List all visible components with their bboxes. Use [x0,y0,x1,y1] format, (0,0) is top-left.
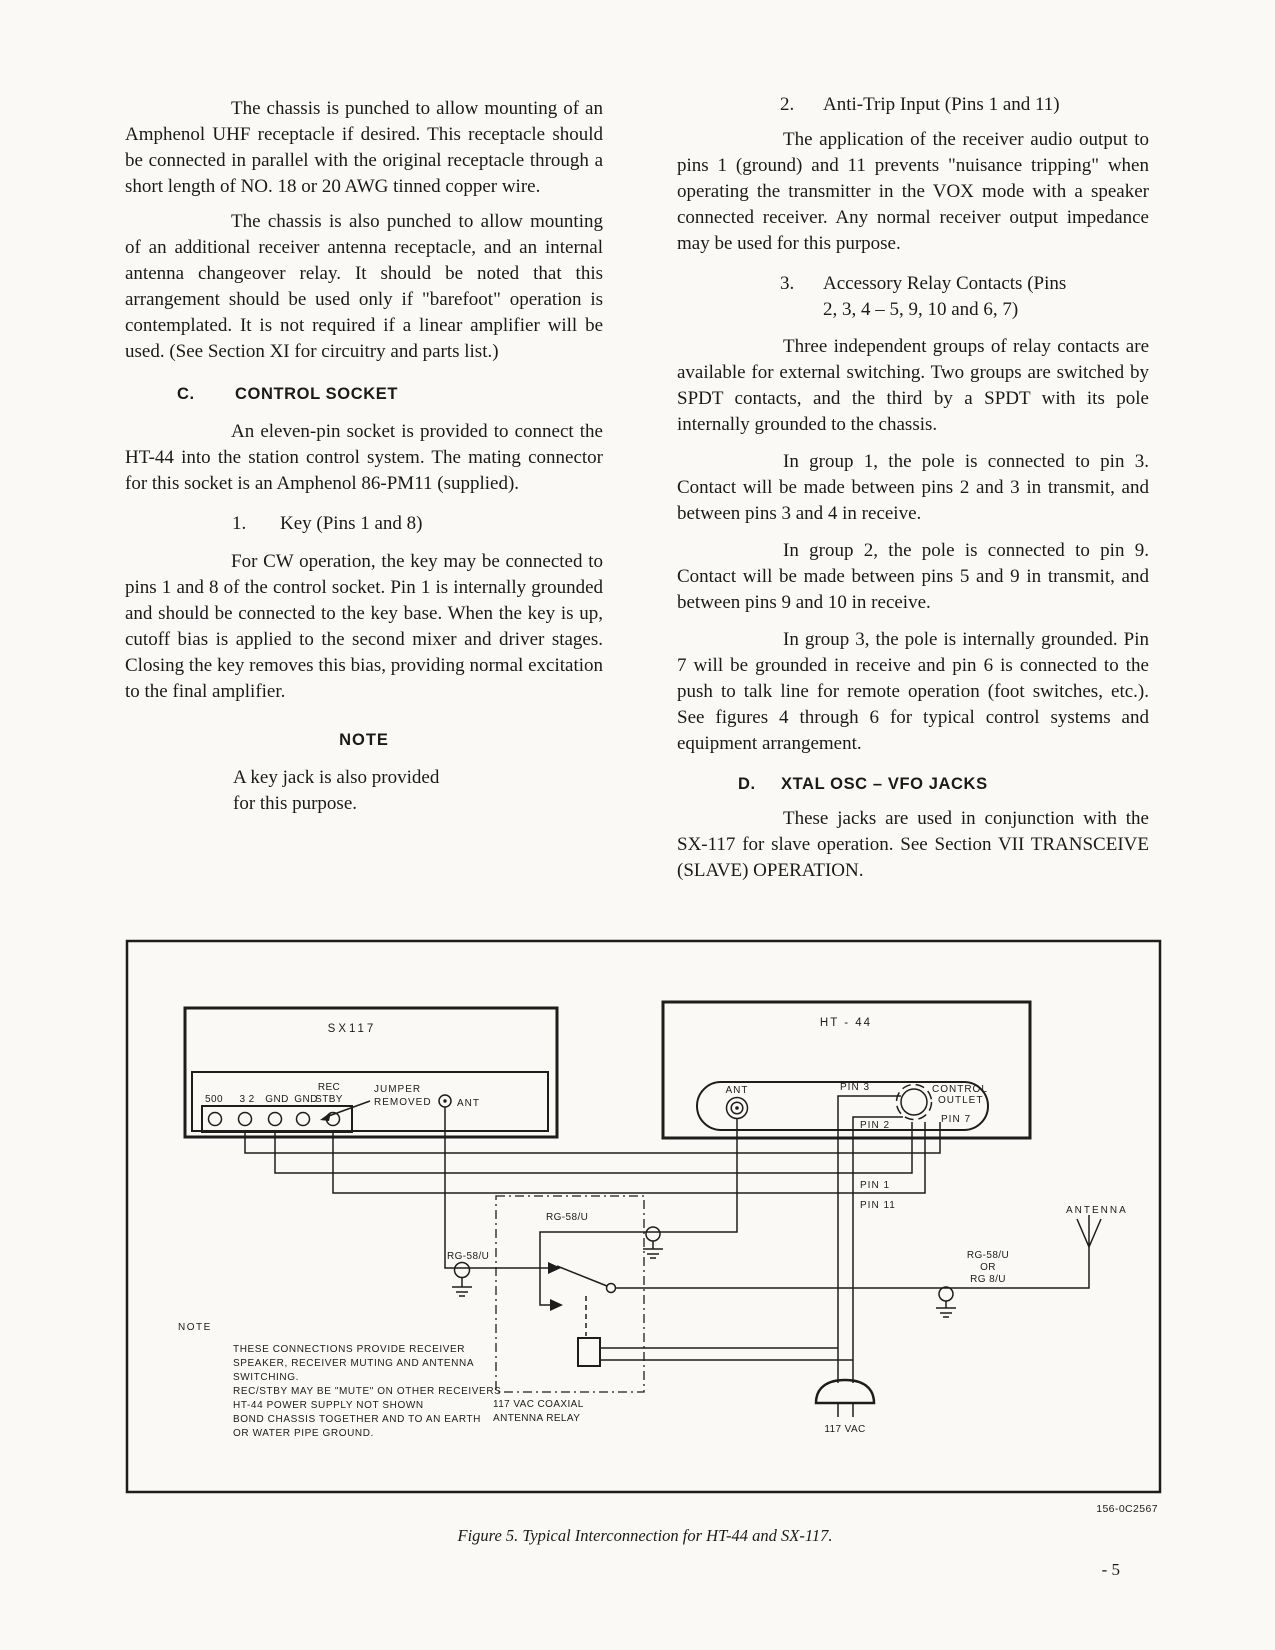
figure-note-line: REC/STBY MAY BE "MUTE" ON OTHER RECEIVERS [233,1386,502,1397]
terminal-label: REC [317,1082,341,1093]
rg58-right-label: OR [980,1262,996,1273]
pin1-label: PIN 1 [860,1180,891,1191]
item-number: 2. [780,94,795,115]
section-letter: D. [738,775,756,793]
item-heading-1 [125,511,603,537]
ac-plug-prongs [838,1403,853,1417]
relay-enclosure [496,1196,644,1392]
ground-symbol-icon [452,1277,472,1296]
note-body [125,765,603,817]
figure-id: 156-0C2567 [1096,1503,1158,1515]
vac-label: 117 VAC [824,1424,866,1435]
rg58-label-mid: RG-58/U [546,1212,589,1223]
relay-coil [578,1338,600,1366]
relay-pole-icon [607,1284,616,1293]
pin11-label: PIN 11 [860,1200,896,1211]
ground-symbol-icon [643,1241,663,1258]
paragraph: In group 3, the pole is internally grounded. Pin 7 will be grounded in receive and pin 6 is connected to the push to talk line for remote operation (foot switches, etc.). See figures 4 through 6 for typical control systems and equipment arrangement. [677,629,1149,754]
paragraph: The application of the receiver audio output to pins 1 (ground) and 11 prevents "nuisance tripping" when operating the transmitter in the VOX mode with a speaker connected receiver. Any normal receiver output impedance may be used for this purpose. [677,129,1149,254]
pin11-wire [333,1122,925,1193]
item-title-line: 2, 3, 4 – 5, 9, 10 and 6, 7) [823,299,1019,320]
ht44-label: HT - 44 [819,1017,873,1029]
item-heading-2 [677,92,1149,118]
figure-note-line: OR WATER PIPE GROUND. [233,1428,374,1439]
coax-connector-icon [455,1263,470,1278]
relay-caption: 117 VAC COAXIAL [493,1399,584,1410]
pin3-label: PIN 3 [840,1082,871,1093]
paragraph: For CW operation, the key may be connected to pins 1 and 8 of the control socket. Pin 1 is internally grounded and should be connected to the key base. When the key is up, cutoff bias is applied to the second mixer and driver stages. Closing the key removes this bias, providing normal excitation to the final amplifier. [125,551,603,702]
ht44-ant-label: ANT [725,1085,749,1096]
figure-note-line: SWITCHING. [233,1372,299,1383]
page-number: - 5 [1101,1560,1120,1579]
relay-caption: ANTENNA RELAY [493,1413,581,1424]
note-line: A key jack is also provided [233,767,440,788]
section-letter: C. [177,385,195,403]
ht44-ant-connector-dot [735,1106,739,1110]
paragraph: Three independent groups of relay contacts are available for external switching. Two groups are switched by SPDT contacts, and the third by a SPDT with its pole internally grounded to the chassis. [677,336,1149,435]
sx117-label: SX117 [327,1023,377,1035]
section-heading-c [125,381,603,407]
terminal-label: GND [294,1094,318,1105]
pin7-label: PIN 7 [941,1114,972,1125]
paragraph: The chassis is also punched to allow mounting of an additional receiver antenna receptacle, and an internal antenna changeover relay. It should be noted that this arrangement should be used only if "barefoot" operation is contemplated. It is not required if a linear amplifier will be used. (See Section XI for circuitry and parts list.) [125,211,603,362]
right-column [677,92,1149,884]
item-title-line: Accessory Relay Contacts (Pins [823,273,1067,294]
relay-arm [557,1266,607,1286]
sx117-ant-label: ANT [457,1098,480,1109]
interconnection-diagram [120,935,1180,1520]
rg58-right-label: RG-58/U [966,1250,1010,1261]
rg58-right-label: RG 8/U [970,1274,1006,1285]
relay-contact-upper-icon [548,1262,561,1274]
control-outlet-connector-icon [901,1089,927,1115]
terminal-500 [209,1113,222,1126]
pin2-label: PIN 2 [860,1120,891,1131]
terminal-gnd-1 [269,1113,282,1126]
terminal-gnd-2 [297,1113,310,1126]
item-number: 3. [780,273,795,294]
terminal-label: STBY [315,1094,343,1105]
pin2-wire [853,1117,903,1383]
paragraph: An eleven-pin socket is provided to connect the HT-44 into the station control system. The mating connector for this socket is an Amphenol 86-PM11 (supplied). [125,421,603,494]
coax-connector-icon [939,1287,953,1301]
section-heading-d [677,771,1149,797]
jumper-label: JUMPER [374,1084,422,1095]
jumper-arrowhead-icon [320,1112,331,1121]
paragraph: In group 1, the pole is connected to pin 3. Contact will be made between pins 2 and 3 in transmit, and between pins 3 and 4 in receive. [677,451,1149,524]
terminal-label: 500 [205,1094,223,1105]
sx117-ant-connector-dot [443,1099,446,1102]
coax-connector-icon [646,1227,660,1241]
figure-note-line: SPEAKER, RECEIVER MUTING AND ANTENNA [233,1358,475,1369]
control-outlet-label: CONTROL [932,1084,988,1095]
control-outlet-label: OUTLET [938,1095,984,1106]
terminal-label: 3 2 [239,1094,255,1105]
terminal-strip [202,1106,352,1132]
relay-contact-lower-icon [550,1299,563,1311]
paragraph: The chassis is punched to allow mounting of an Amphenol UHF receptacle if desired. This receptacle should be connected in parallel with the original receptacle through a short length of NO. 18 or 20 AWG tinned copper wire. [125,98,603,197]
ac-plug-icon [816,1380,874,1403]
note-heading: NOTE [339,731,389,749]
item-title: Anti-Trip Input (Pins 1 and 11) [823,94,1060,115]
left-column [125,96,603,817]
antenna-feed-wire [615,1247,1089,1288]
figure-note-line: HT-44 POWER SUPPLY NOT SHOWN [233,1400,424,1411]
paragraph: In group 2, the pole is connected to pin 9. Contact will be made between pins 5 and 9 in transmit, and between pins 9 and 10 in receive. [677,540,1149,613]
figure-caption: Figure 5. Typical Interconnection for HT-44 and SX-117. [457,1526,833,1545]
figure-note-line: THESE CONNECTIONS PROVIDE RECEIVER [233,1344,466,1355]
section-title: CONTROL SOCKET [235,385,399,403]
terminal-3-2 [239,1113,252,1126]
terminal-label: GND [265,1094,289,1105]
rg58-label-upper: RG-58/U [447,1251,490,1262]
note-line: for this purpose. [233,793,358,814]
item-title: Key (Pins 1 and 8) [280,513,423,534]
section-title: XTAL OSC – VFO JACKS [781,775,988,793]
paragraph: These jacks are used in conjunction with the SX-117 for slave operation. See Section VII TRANSCEIVE (SLAVE) OPERATION. [677,808,1149,881]
item-number: 1. [232,513,247,534]
item-heading-3 [677,271,1149,323]
figure-note-line: BOND CHASSIS TOGETHER AND TO AN EARTH [233,1414,481,1425]
jumper-label: REMOVED [374,1097,432,1108]
ground-symbol-icon [936,1301,956,1317]
item-title [823,271,1066,323]
figure-note-heading: NOTE [178,1322,212,1333]
antenna-symbol-icon [1077,1215,1101,1247]
antenna-label: ANTENNA [1066,1205,1128,1216]
